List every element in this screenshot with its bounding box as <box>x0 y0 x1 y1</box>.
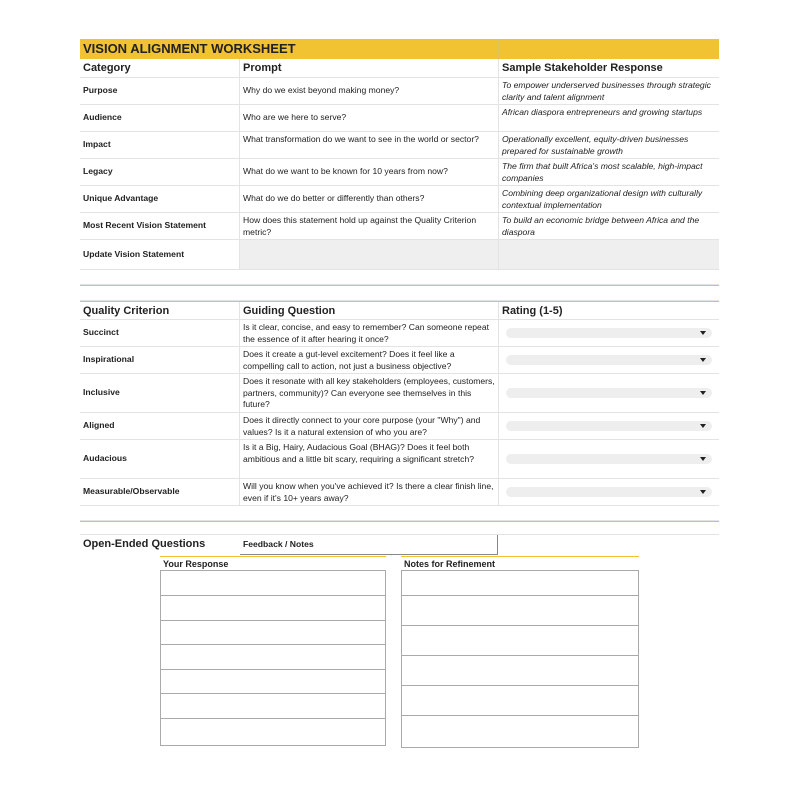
col-header-response: Sample Stakeholder Response <box>502 62 663 74</box>
response-input[interactable] <box>161 719 385 743</box>
response-input[interactable] <box>161 645 385 670</box>
feedback-label[interactable]: Feedback / Notes <box>240 535 498 555</box>
chevron-down-icon <box>700 457 706 461</box>
table-row: Update Vision Statement <box>80 240 719 270</box>
section2-header <box>80 302 719 320</box>
chevron-down-icon <box>700 331 706 335</box>
table-row: Succinct Is it clear, concise, and easy to remember? Can someone repeat the essence of it after hearing it once? <box>80 320 719 347</box>
table-row: Inspirational Does it create a gut-level excitement? Does it feel like a compelling call to action, not just a business objective? <box>80 347 719 374</box>
open-ended-row <box>80 535 719 555</box>
response-input[interactable] <box>161 621 385 645</box>
table-row: Purpose Why do we exist beyond making money? To empower underserved businesses through strategic clarity and talent alignment <box>80 78 719 105</box>
notes-input[interactable] <box>402 656 638 686</box>
table-row: Most Recent Vision Statement How does this statement hold up against the Quality Criterion metric? To build an economic bridge between Africa and the diaspora <box>80 213 719 240</box>
title-row <box>80 39 719 59</box>
response-panel-title: Your Response <box>160 556 386 570</box>
notes-input[interactable] <box>402 626 638 656</box>
table-row: Audience Who are we here to serve? African diaspora entrepreneurs and growing startups <box>80 105 719 132</box>
col-header-rating: Rating (1-5) <box>502 304 563 317</box>
notes-input[interactable] <box>402 686 638 716</box>
worksheet <box>80 39 719 555</box>
chevron-down-icon <box>700 490 706 494</box>
notes-panel-title: Notes for Refinement <box>401 556 639 570</box>
chevron-down-icon <box>700 424 706 428</box>
notes-input[interactable] <box>402 571 638 596</box>
worksheet-title: VISION ALIGNMENT WORKSHEET <box>83 41 296 56</box>
rating-dropdown[interactable] <box>506 487 712 497</box>
chevron-down-icon <box>700 358 706 362</box>
table-row: Impact What transformation do we want to see in the world or sector? Operationally excellent, equity-driven businesses prepared for sustainable growth <box>80 132 719 159</box>
rating-dropdown[interactable] <box>506 454 712 464</box>
col-header-criterion: Quality Criterion <box>80 302 240 319</box>
response-input[interactable] <box>161 596 385 621</box>
response-input[interactable] <box>161 694 385 719</box>
update-vision-input[interactable] <box>240 240 499 269</box>
table-row: Unique Advantage What do we do better or differently than others? Combining deep organizational design with culturally contextual implementation <box>80 186 719 213</box>
rating-dropdown[interactable] <box>506 355 712 365</box>
chevron-down-icon <box>700 391 706 395</box>
rating-dropdown[interactable] <box>506 388 712 398</box>
col-header-category: Category <box>80 59 240 77</box>
table-row: Audacious Is it a Big, Hairy, Audacious Goal (BHAG)? Does it feel both ambitious and a little bit scary, requiring a significant stretch? <box>80 440 719 479</box>
table-row: Legacy What do we want to be known for 10 years from now? The firm that built Africa's most scalable, high-impact companies <box>80 159 719 186</box>
table-row: Measurable/Observable Will you know when you've achieved it? Is there a clear finish line, even if it's 10+ years away? <box>80 479 719 506</box>
open-ended-label: Open-Ended Questions <box>83 538 206 550</box>
section1-header <box>80 59 719 78</box>
table-row: Aligned Does it directly connect to your core purpose (your "Why") and values? Is it a natural extension of who you are? <box>80 413 719 440</box>
response-input[interactable] <box>161 571 385 596</box>
col-header-question: Guiding Question <box>240 302 499 319</box>
notes-input[interactable] <box>402 596 638 626</box>
table-row: Inclusive Does it resonate with all key stakeholders (employees, customers, partners, community)? Can everyone see themselves in this future? <box>80 374 719 413</box>
rating-dropdown[interactable] <box>506 328 712 338</box>
rating-dropdown[interactable] <box>506 421 712 431</box>
notes-input[interactable] <box>402 716 638 745</box>
response-input[interactable] <box>161 670 385 694</box>
update-vision-response[interactable] <box>499 240 719 269</box>
col-header-prompt: Prompt <box>240 59 499 77</box>
notes-panel <box>401 556 639 748</box>
response-panel <box>160 556 386 746</box>
